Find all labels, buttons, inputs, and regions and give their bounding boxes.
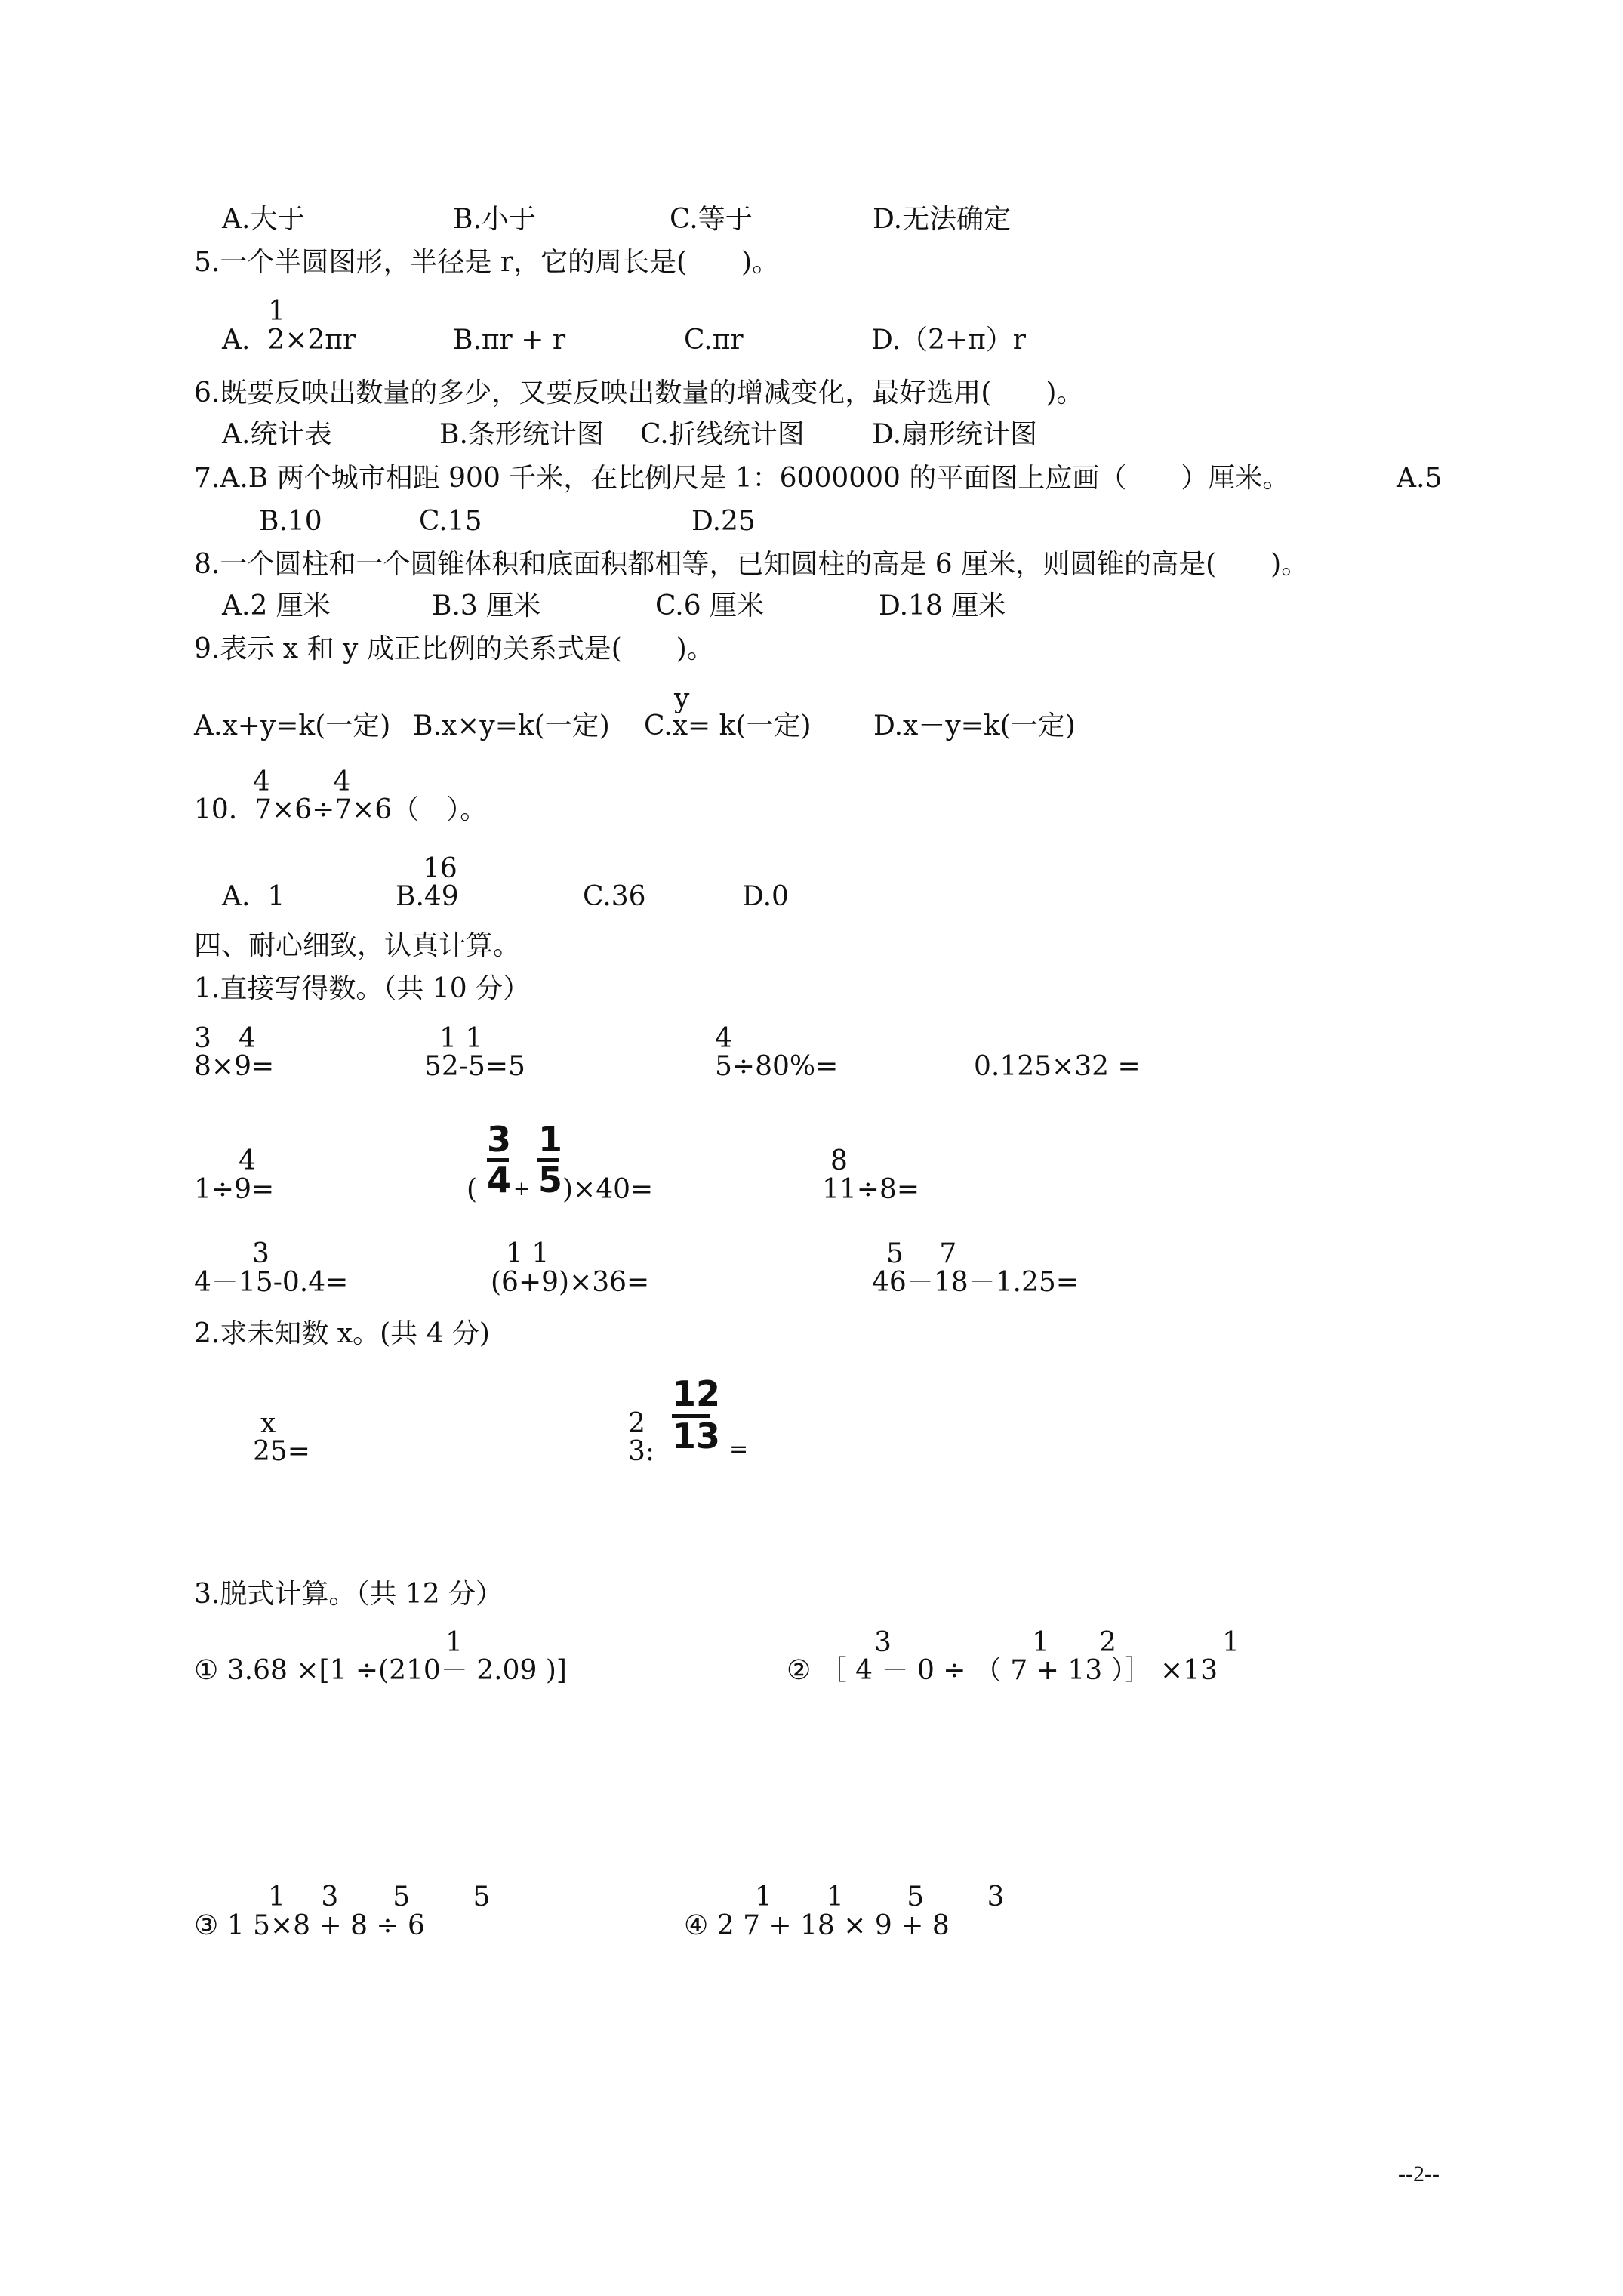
r3-c1-expression: 4－15-0.4=	[194, 1267, 349, 1298]
q9-stem: 9.表示 x 和 y 成正比例的关系式是( )。	[194, 633, 714, 664]
eq2-fraction-denominator: 13	[672, 1416, 721, 1456]
r2-c1-expression: 1÷9=	[194, 1174, 275, 1205]
r3-c3-expression: 46－18－1.25=	[872, 1267, 1079, 1298]
eq1-numerator: x	[260, 1408, 276, 1439]
q8-stem: 8.一个圆柱和一个圆锥体积和底面积都相等，已知圆柱的高是 6 厘米，则圆锥的高是( )。	[194, 549, 1309, 580]
q10-option-c: C.36	[583, 881, 646, 912]
r2-c3-expression: 11÷8=	[822, 1174, 920, 1205]
q7-option-b: B.10	[259, 506, 322, 537]
q4-option-b: B.小于	[453, 204, 536, 235]
r1-c1-expression: 8×9=	[194, 1051, 275, 1082]
q4-option-d: D.无法确定	[873, 204, 1012, 235]
q8-option-a: A.2 厘米	[222, 590, 331, 621]
q10-option-a: A. 1	[222, 881, 285, 912]
r1-c3-numerator: 4	[715, 1023, 732, 1054]
q6-option-b: B.条形统计图	[439, 419, 604, 450]
calc2-numerator-4: 1	[1222, 1627, 1240, 1658]
q10-option-b: B.49	[396, 881, 459, 912]
q7-option-c: C.15	[419, 506, 482, 537]
r1-c2-expression: 52-5=5	[424, 1051, 525, 1082]
q6-option-d: D.扇形统计图	[872, 419, 1038, 450]
calc3-numerators: 1 3 5 5	[268, 1881, 491, 1912]
q5-option-d: D.（2+π）r	[871, 325, 1026, 356]
q9-option-d: D.x－y=k(一定)	[873, 710, 1076, 741]
r3-c2-expression: (6+9)×36=	[491, 1267, 650, 1298]
q8-option-b: B.3 厘米	[432, 590, 541, 621]
r2-c2-plus: +	[513, 1178, 530, 1200]
eq2-equals: =	[729, 1436, 749, 1462]
q9-option-c: C.x= k(一定)	[644, 710, 812, 741]
r2-c2-fraction2-numerator: 1	[538, 1119, 563, 1160]
r2-c1-numerator: 4	[239, 1145, 256, 1176]
r2-c2-expression-tail: )×40=	[562, 1174, 654, 1205]
eq2-fraction-numerator: 12	[672, 1373, 721, 1414]
r3-c2-numerator: 1 1	[506, 1238, 550, 1269]
part3-title: 3.脱式计算。（共 12 分）	[194, 1579, 504, 1610]
calc4-expression: ④ 2 7 + 18 × 9 + 8	[684, 1910, 950, 1941]
q7-option-d: D.25	[691, 506, 756, 537]
calc1-numerator: 1	[445, 1627, 463, 1658]
q6-option-a: A.统计表	[222, 419, 332, 450]
eq1-expression: 25=	[253, 1436, 310, 1467]
r2-c3-numerator: 8	[830, 1145, 848, 1176]
r1-c3-expression: 5÷80%=	[715, 1051, 839, 1082]
q7-stem: 7.A.B 两个城市相距 900 千米，在比例尺是 1：6000000 的平面图上应画（ ）厘米。	[194, 463, 1290, 494]
calc2-numerator-3: 2	[1099, 1627, 1116, 1658]
part2-title: 2.求未知数 x。(共 4 分)	[194, 1318, 490, 1349]
r3-c3-numerator: 5 7	[886, 1238, 957, 1269]
q10-option-d: D.0	[742, 881, 789, 912]
q8-option-c: C.6 厘米	[655, 590, 765, 621]
r1-c1-numerator: 3 4	[194, 1023, 256, 1054]
r1-c2-numerator: 1 1	[439, 1023, 483, 1054]
q8-option-d: D.18 厘米	[879, 590, 1006, 621]
q6-stem: 6.既要反映出数量的多少，又要反映出数量的增减变化，最好选用( )。	[194, 378, 1084, 408]
q5-option-c: C.πr	[684, 325, 744, 356]
q7-option-a: A.5	[1397, 463, 1443, 494]
calc1-expression: ① 3.68 ×[1 ÷(210－ 2.09 )]	[194, 1655, 567, 1686]
part1-title: 1.直接写得数。（共 10 分）	[194, 973, 531, 1004]
calc2-numerator-1: 3	[874, 1627, 892, 1658]
q5-stem: 5.一个半圆图形，半径是 r，它的周长是( )。	[194, 247, 780, 278]
r3-c1-numerator: 3	[252, 1238, 269, 1269]
calc3-expression: ③ 1 5×8 + 8 ÷ 6	[194, 1910, 425, 1941]
calc2-expression: ② ［ 4 － 0 ÷ （ 7 + 13 ）］ ×13	[787, 1655, 1218, 1686]
q9-option-b: B.x×y=k(一定)	[413, 710, 610, 741]
q10-numerators: 4 4	[253, 766, 351, 797]
r2-c2-fraction1-numerator: 3	[487, 1119, 512, 1160]
r1-c4-expression: 0.125×32 =	[974, 1051, 1141, 1082]
q5-option-a: A. 2×2πr	[222, 325, 356, 356]
r2-c2-fraction2-denominator: 5	[538, 1160, 563, 1200]
r2-c2-fraction1-denominator: 4	[487, 1160, 512, 1200]
q5-option-b: B.πr + r	[453, 325, 566, 356]
q6-option-c: C.折线统计图	[640, 419, 805, 450]
q10-stem: 10. 7×6÷7×6（ ）。	[194, 794, 488, 825]
q9-option-c-numerator: y	[674, 683, 690, 714]
eq2-expression: 3:	[628, 1436, 655, 1467]
calc2-numerator-2: 1	[1032, 1627, 1049, 1658]
r2-c2-open-paren: (	[467, 1174, 478, 1205]
section4-title: 四、耐心细致，认真计算。	[194, 930, 521, 961]
eq2-numerator: 2	[628, 1408, 645, 1439]
q4-option-a: A.大于	[222, 204, 305, 235]
calc4-numerators: 1 1 5 3	[755, 1881, 1005, 1912]
q10-option-b-numerator: 16	[423, 853, 457, 884]
q4-option-c: C.等于	[670, 204, 753, 235]
page-number: --2--	[1398, 2162, 1440, 2187]
q5-option-a-numerator: 1	[268, 296, 285, 327]
q9-option-a: A.x+y=k(一定)	[194, 710, 391, 741]
